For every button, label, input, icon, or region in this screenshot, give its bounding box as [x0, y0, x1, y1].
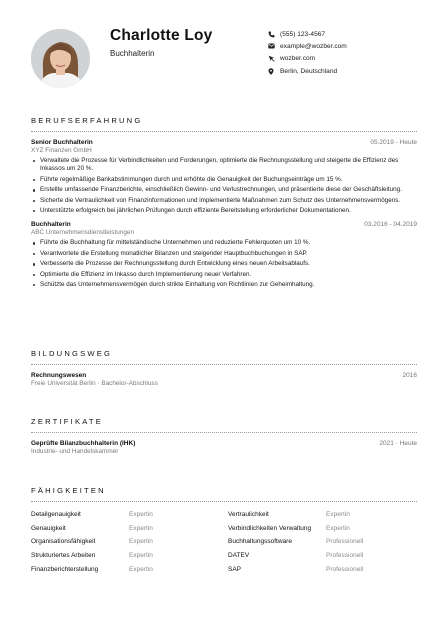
bullet-item: Verantwortete die Erstellung monatlicher Bilanzen und steigender Hauptbuchbuchungen in SAP. — [31, 250, 417, 258]
education-date: 2016 — [402, 372, 417, 379]
job-company: ABC Unternehmensdienstleistungen — [31, 229, 135, 237]
job-date: 05.2019 - Heute — [370, 139, 417, 146]
education-heading: BILDUNGSWEG — [31, 349, 417, 365]
contact-website — [268, 53, 438, 65]
contact-email-text: example@wozber.com — [280, 42, 347, 50]
skills-grid — [31, 511, 417, 573]
job-entry — [31, 139, 417, 215]
skill-level: Professionell — [326, 565, 364, 573]
skill-name: Finanzberichterstellung — [31, 565, 99, 573]
skill-level: Professionell — [326, 552, 364, 560]
skill-name: Buchhaltungssoftware — [228, 538, 292, 546]
job-title: Buchhalterin — [31, 221, 71, 229]
skills-section — [31, 486, 417, 573]
skill-level: Expertin — [129, 524, 153, 532]
skill-name: Detailgenauigkeit — [31, 511, 81, 518]
bullet-item: Verwaltete die Prozesse für Verbindlichkeiten und Forderungen, optimierte die Rechnungsstellung und steigerte die Effizienz des Inkassos um 20 %. — [31, 157, 417, 174]
education-section — [31, 349, 417, 387]
contact-location — [268, 65, 438, 77]
skill-name: Verbindlichkeiten Verwaltung — [228, 524, 312, 532]
job-date: 03.2016 - 04.2019 — [364, 221, 417, 229]
skill-name: Organisationsfähigkeit — [31, 538, 96, 546]
contact-list — [268, 28, 438, 77]
skill-level: Expertin — [129, 538, 153, 546]
education-title: Rechnungswesen — [31, 372, 87, 379]
profile-photo — [31, 29, 90, 88]
education-entry — [31, 372, 417, 387]
resume-header — [0, 0, 448, 100]
email-icon — [268, 43, 280, 49]
contact-phone — [268, 28, 438, 40]
bullet-item: Führte die Buchhaltung für mittelständische Unternehmen und reduzierte Fehlerquoten um 10 %. — [31, 239, 417, 247]
bullet-item: Schützte das Unternehmensvermögen durch strikte Einhaltung von Richtlinien zur Geheimhaltung. — [31, 281, 417, 289]
skills-heading: FÄHIGKEITEN — [31, 486, 417, 502]
certificates-heading: ZERTIFIKATE — [31, 417, 417, 433]
job-company: XYZ Finanzen GmbH — [31, 147, 92, 154]
portrait-image — [31, 29, 90, 88]
skill-name: SAP — [228, 565, 242, 573]
certificate-date: 2021 · Heute — [379, 440, 417, 447]
education-institution: Freie Universität Berlin · Bachelor-Abschluss — [31, 380, 158, 387]
certificate-issuer: Industrie- und Handelskammer — [31, 448, 119, 455]
skill-name: Strukturiertes Arbeiten — [31, 552, 96, 560]
location-icon — [268, 68, 280, 75]
bullet-item: Unterstützte erfolgreich bei jährlichen Prüfungen durch effiziente Bereitstellung erforderlicher Dokumentationen. — [31, 207, 417, 215]
skill-level: Professionell — [326, 538, 364, 546]
skill-level: Expertin — [129, 565, 153, 573]
contact-phone-text: (555) 123-4567 — [280, 30, 326, 38]
experience-section — [31, 116, 417, 291]
job-bullets — [31, 157, 417, 215]
contact-website-text: wozber.com — [280, 55, 316, 63]
certificates-section — [31, 417, 417, 455]
certificate-title: Geprüfte Bilanzbuchhalterin (IHK) — [31, 440, 136, 447]
skill-level: Expertin — [326, 511, 350, 518]
candidate-name: Charlotte Loy — [110, 27, 213, 44]
bullet-item: Optimierte die Effizienz im Inkasso durch Implementierung neuer Verfahren. — [31, 271, 417, 279]
contact-location-text: Berlin, Deutschland — [280, 67, 338, 75]
bullet-item: Erstellte umfassende Finanzberichte, einschließlich Gewinn- und Verlustrechnungen, und präsentierte diese der Geschäftsleitung. — [31, 186, 417, 194]
job-bullets — [31, 239, 417, 289]
bullet-item: Führte regelmäßige Bankabstimmungen durch und erhöhte die Genauigkeit der Buchungseinträge um 15 %. — [31, 176, 417, 184]
skill-level: Expertin — [326, 524, 350, 532]
phone-icon — [268, 31, 280, 38]
contact-email — [268, 40, 438, 52]
candidate-title: Buchhalterin — [110, 49, 155, 58]
bullet-item: Sicherte die Vertraulichkeit von Finanzinformationen und implementierte Maßnahmen zum Schutz des Unternehmensvermögens. — [31, 197, 417, 205]
skill-name: DATEV — [228, 552, 250, 560]
job-title: Senior Buchhalterin — [31, 139, 93, 146]
skill-level: Expertin — [129, 511, 153, 518]
bullet-item: Verbesserte die Prozesse der Rechnungsstellung durch Entwicklung eines neuen Arbeitsablaufs. — [31, 260, 417, 268]
skill-level: Expertin — [129, 552, 153, 560]
job-entry — [31, 221, 417, 289]
certificate-entry — [31, 440, 417, 455]
skill-name: Genauigkeit — [31, 524, 66, 532]
link-icon — [268, 55, 280, 62]
experience-heading: BERUFSERFAHRUNG — [31, 116, 417, 132]
skill-name: Vertraulichkeit — [228, 511, 269, 518]
